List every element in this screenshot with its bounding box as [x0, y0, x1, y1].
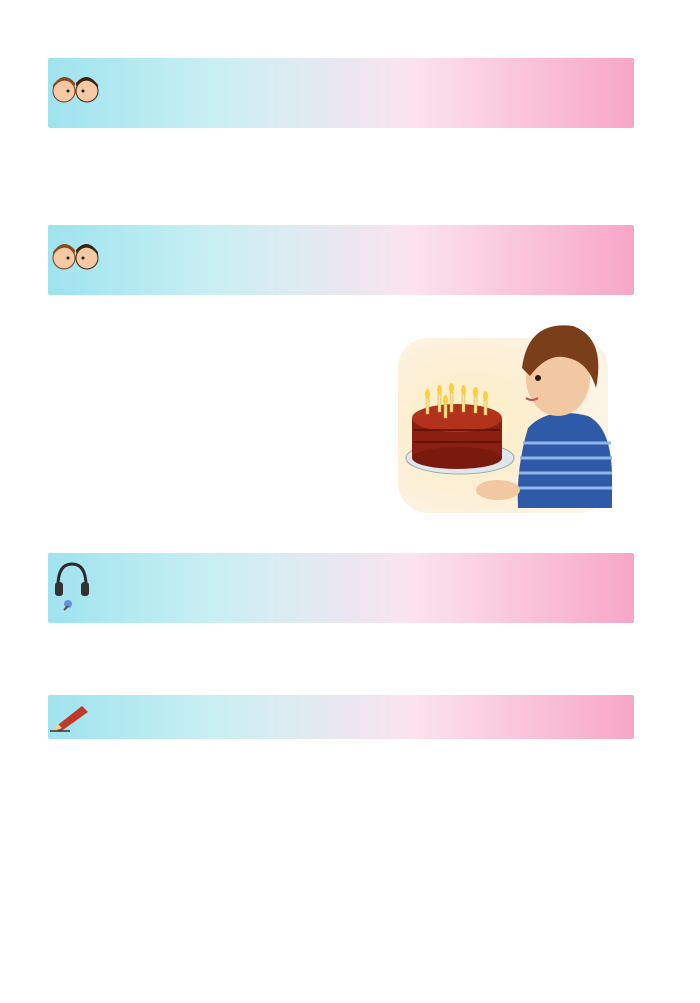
headphones-icon	[54, 560, 90, 612]
boy-with-cake-illustration	[398, 318, 618, 518]
footer-text	[0, 960, 700, 1003]
section-3-header	[48, 225, 634, 295]
pen-icon	[50, 702, 92, 732]
section-2-header	[48, 58, 634, 128]
two-children-icon	[50, 74, 102, 108]
top-decorative-band	[0, 0, 700, 30]
two-children-icon-2	[50, 241, 102, 275]
right-decorative-column	[652, 40, 700, 940]
section-4-header	[48, 553, 634, 623]
section-5-header	[48, 695, 634, 739]
